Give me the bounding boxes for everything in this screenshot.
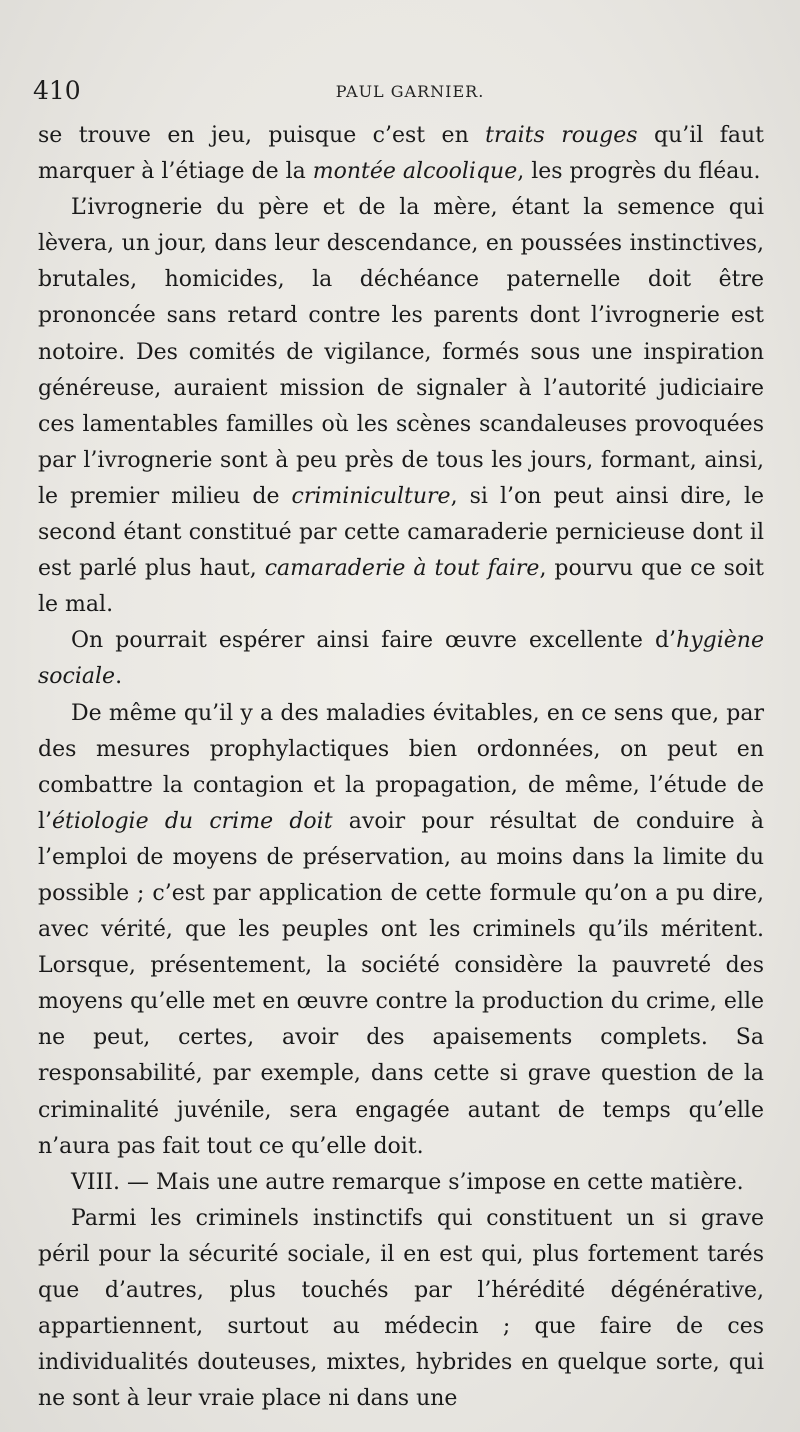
paragraph	[38, 190, 764, 623]
paragraph	[38, 118, 764, 190]
italic-text: hygiène sociale	[38, 628, 764, 690]
text-run: , si l’on peut ainsi dire, le second étant constitué par cette camaraderie pernicieuse dont il est parlé plus haut,	[38, 483, 765, 582]
text-run: L’ivrognerie du père et de la mère, étant la semence qui lèvera, un jour, dans leur descendance, en poussées instinctives, brutales, homicides, la déchéance paternelle doit être prononcée sans retard contre les parents dont l’ivrognerie est notoire. Des comités de vigilance, formés sous une inspiration généreuse, auraient mission de signaler à l’autorité judiciaire ces lamentables familles où les scènes scandaleuses provoquées par l’ivrognerie sont à peu près de tous les jours, formant, ainsi, le premier milieu de	[38, 195, 764, 509]
text-run: se trouve en jeu, puisque c’est en	[38, 123, 486, 148]
body-text	[38, 118, 764, 1417]
text-run: Parmi les criminels instinctifs qui constituent un si grave péril pour la sécurité sociale, il en est qui, plus fortement tarés que d’autres, plus touchés par l’hérédité dégénérative, appartiennent, surtout au médecin ; que faire de ces individualités douteuses, mixtes, hybrides en quelque sorte, qui ne sont à leur vraie place ni dans une	[38, 1205, 764, 1412]
paragraph	[38, 696, 764, 1165]
text-run: De même qu’il y a des maladies évitables, en ce sens que, par des mesures prophylactiques bien ordonnées, on peut en combattre la contagion et la propagation, de même, l’étude de l’	[38, 700, 764, 834]
page-header	[0, 72, 800, 108]
italic-text: montée alcoolique	[312, 159, 518, 185]
running-head: PAUL GARNIER.	[335, 82, 485, 101]
italic-text: traits rouges	[485, 123, 638, 148]
text-run: On pourrait espérer ainsi faire œuvre excellente d’	[71, 628, 677, 654]
paragraph	[38, 623, 764, 695]
text-run: avoir pour résultat de conduire à l’emploi de moyens de préservation, au moins dans la limite du possible ; c’est par application de cette formule qu’on a pu dire, avec vérité, que les peuples ont les criminels qu’ils méritent. Lorsque, présentement, la société considère la pauvreté des moyens qu’elle met en œuvre contre la production du crime, elle ne peut, certes, avoir des apaisements complets. Sa responsabilité, par exemple, dans cette si grave question de la criminalité juvénile, sera engagée autant de temps qu’elle n’aura pas fait tout ce qu’elle doit.	[38, 808, 764, 1159]
paragraph	[38, 1201, 764, 1418]
text-run: , les progrès du fléau.	[517, 159, 761, 185]
italic-text: camaraderie à tout faire	[264, 556, 540, 582]
text-run: VIII. — Mais une autre remarque s’impose en cette matière.	[71, 1169, 744, 1195]
text-run: .	[115, 664, 123, 690]
italic-text: criminiculture	[291, 483, 451, 509]
page-number: 410	[33, 76, 81, 105]
text-run: qu’il faut marquer à l’étiage de la	[38, 123, 764, 185]
italic-text: étiologie du crime doit	[52, 808, 333, 834]
text-run: , pourvu que ce soit le mal.	[38, 556, 764, 618]
paragraph	[38, 1165, 764, 1201]
